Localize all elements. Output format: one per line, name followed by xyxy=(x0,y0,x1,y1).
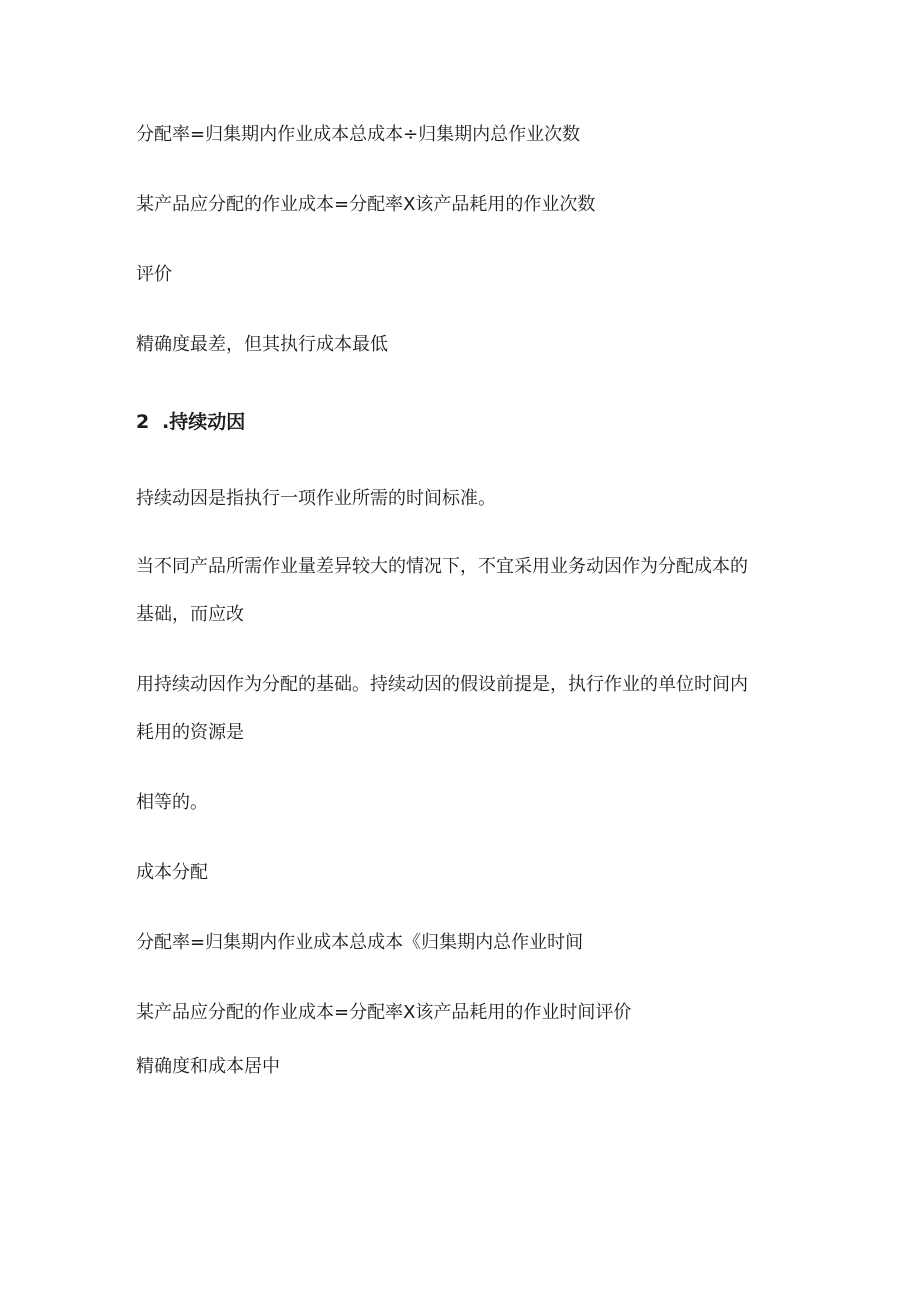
section-title: .持续动因 xyxy=(162,411,246,433)
formula-allocation-rate-time: 分配率=归集期内作业成本总成本《归集期内总作业时间 xyxy=(136,932,584,953)
evaluation-text: 精确度和成本居中 xyxy=(136,1056,280,1077)
evaluation-text: 精确度最差，但其执行成本最低 xyxy=(136,334,388,355)
formula-allocation-rate-count: 分配率=归集期内作业成本总成本÷归集期内总作业次数 xyxy=(136,124,581,145)
paragraph-line: 耗用的资源是 xyxy=(136,722,244,743)
cost-allocation-label: 成本分配 xyxy=(136,862,208,883)
formula-product-cost-count: 某产品应分配的作业成本=分配率X该产品耗用的作业次数 xyxy=(136,194,596,215)
paragraph-line: 基础，而应改 xyxy=(136,604,244,625)
formula-product-cost-time: 某产品应分配的作业成本=分配率X该产品耗用的作业时间评价 xyxy=(136,1002,632,1023)
paragraph-definition: 持续动因是指执行一项作业所需的时间标准。 xyxy=(136,488,496,509)
section-number: 2 xyxy=(136,411,150,433)
paragraph-line: 用持续动因作为分配的基础。持续动因的假设前提是，执行作业的单位时间内 xyxy=(136,674,748,695)
paragraph-line: 相等的。 xyxy=(136,792,208,813)
paragraph-line: 当不同产品所需作业量差异较大的情况下，不宜采用业务动因作为分配成本的 xyxy=(136,556,748,577)
evaluation-label: 评价 xyxy=(136,264,172,285)
section-heading xyxy=(136,410,245,434)
